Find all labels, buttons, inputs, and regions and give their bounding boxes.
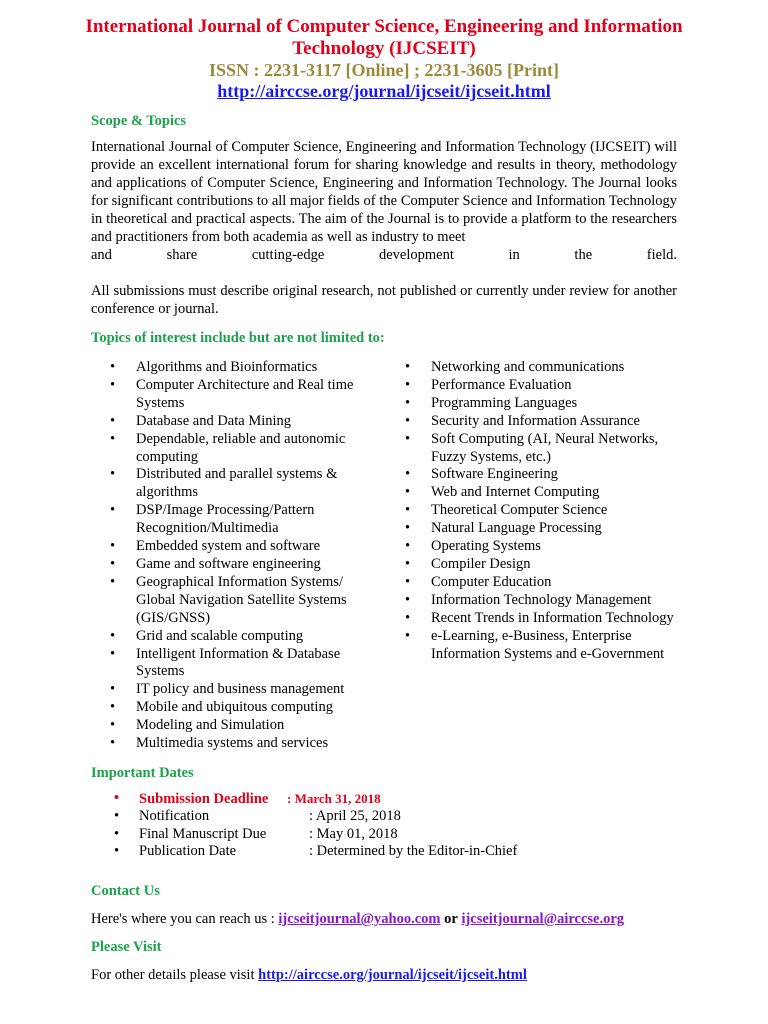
date-row-final-manuscript: • Final Manuscript Due : May 01, 2018 <box>114 825 398 842</box>
topic-item: • Embedded system and software <box>110 538 380 556</box>
visit-line <box>91 966 527 984</box>
topics-right-list <box>405 359 685 663</box>
issn-line: ISSN : 2231-3117 [Online] ; 2231-3605 [Print] <box>209 60 559 80</box>
contact-heading: Contact Us <box>91 883 160 899</box>
date-value: : May 01, 2018 <box>309 825 398 842</box>
visit-url-link[interactable]: http://airccse.org/journal/ijcseit/ijcseit.html <box>258 967 527 983</box>
visit-heading: Please Visit <box>91 939 162 955</box>
dates-list <box>114 790 518 861</box>
topic-item: • Web and Internet Computing <box>405 484 685 502</box>
date-value: : March 31, 2018 <box>287 791 381 806</box>
topic-item: • Networking and communications <box>405 359 685 377</box>
date-value: : Determined by the Editor-in-Chief <box>309 843 518 860</box>
topic-item: • e-Learning, e-Business, Enterprise Information Systems and e-Government <box>405 628 685 664</box>
topic-item: • Soft Computing (AI, Neural Networks, Fuzzy Systems, etc.) <box>405 431 685 467</box>
topic-item: • Operating Systems <box>405 538 685 556</box>
topic-item: • Security and Information Assurance <box>405 413 685 431</box>
topic-item: • Theoretical Computer Science <box>405 502 685 520</box>
topic-item: • Performance Evaluation <box>405 377 685 395</box>
topic-item: • Mobile and ubiquitous computing <box>110 699 380 717</box>
date-label: Submission Deadline <box>139 791 269 807</box>
topic-item: • Geographical Information Systems/ Global Navigation Satellite Systems (GIS/GNSS) <box>110 574 380 628</box>
date-label: Publication Date <box>139 843 237 860</box>
topic-item: • Recent Trends in Information Technology <box>405 610 685 628</box>
topic-item: • Computer Architecture and Real time Systems <box>110 377 380 413</box>
topic-item: • Grid and scalable computing <box>110 628 380 646</box>
topic-item: • Intelligent Information & Database Systems <box>110 646 380 682</box>
topic-item: • Compiler Design <box>405 556 685 574</box>
topic-item: • Multimedia systems and services <box>110 735 380 753</box>
topic-item: • Software Engineering <box>405 466 685 484</box>
scope-heading: Scope & Topics <box>91 113 187 129</box>
visit-text: For other details please visit <box>91 967 255 983</box>
date-label: Notification <box>139 807 210 824</box>
topic-item: • Dependable, reliable and autonomic computing <box>110 431 380 467</box>
journal-title-line2: Technology (IJCSEIT) <box>292 38 476 59</box>
date-row-submission: • Submission Deadline : March 31, 2018 <box>114 790 381 807</box>
date-row-notification: • Notification : April 25, 2018 <box>114 807 401 824</box>
topic-item: • Information Technology Management <box>405 592 685 610</box>
topic-item: • Programming Languages <box>405 395 685 413</box>
contact-line <box>91 910 624 928</box>
journal-title-line1: International Journal of Computer Science, Engineering and Information <box>85 16 683 37</box>
contact-or: or <box>444 911 458 927</box>
topic-item: • Game and software engineering <box>110 556 380 574</box>
topic-item: • IT policy and business management <box>110 681 380 699</box>
topics-left-list <box>110 359 380 753</box>
topic-item: • Distributed and parallel systems & algorithms <box>110 466 380 502</box>
journal-title <box>60 16 708 60</box>
topic-item: • Database and Data Mining <box>110 413 380 431</box>
scope-paragraph: International Journal of Computer Science, Engineering and Information Technology (IJCSEIT) will provide an excellent international forum for sharing knowledge and results in theory, methodology and applications of Computer Science, Engineering and Information Technology. The Journal looks for significant contributions to all major fields of the Computer Science and Information Technology in theoretical and practical aspects. The aim of the Journal is to provide a platform to the researchers and practitioners from both academia as well as industry to meet <box>91 139 677 245</box>
topic-item: • Natural Language Processing <box>405 520 685 538</box>
date-label: Final Manuscript Due <box>139 825 267 842</box>
topic-item: • Computer Education <box>405 574 685 592</box>
email-yahoo-link[interactable]: ijcseitjournal@yahoo.com <box>278 911 441 927</box>
dates-heading: Important Dates <box>91 765 194 781</box>
submission-paragraph: All submissions must describe original research, not published or currently under review for another conference or journal. <box>91 283 677 317</box>
email-airccse-link[interactable]: ijcseitjournal@airccse.org <box>461 911 625 927</box>
date-value: : April 25, 2018 <box>309 807 401 824</box>
journal-url-link[interactable]: http://airccse.org/journal/ijcseit/ijcseit.html <box>217 81 551 101</box>
topic-item: • Modeling and Simulation <box>110 717 380 735</box>
topics-heading: Topics of interest include but are not limited to: <box>91 330 385 346</box>
date-row-publication: • Publication Date : Determined by the Editor-in-Chief <box>114 843 518 860</box>
scope-paragraph-last-line: and share cutting-edge development in the field. <box>91 247 677 263</box>
journal-url-line <box>60 81 708 101</box>
topic-item: • DSP/Image Processing/Pattern Recognition/Multimedia <box>110 502 380 538</box>
topic-item: • Algorithms and Bioinformatics <box>110 359 380 377</box>
contact-text: Here's where you can reach us : <box>91 911 275 927</box>
